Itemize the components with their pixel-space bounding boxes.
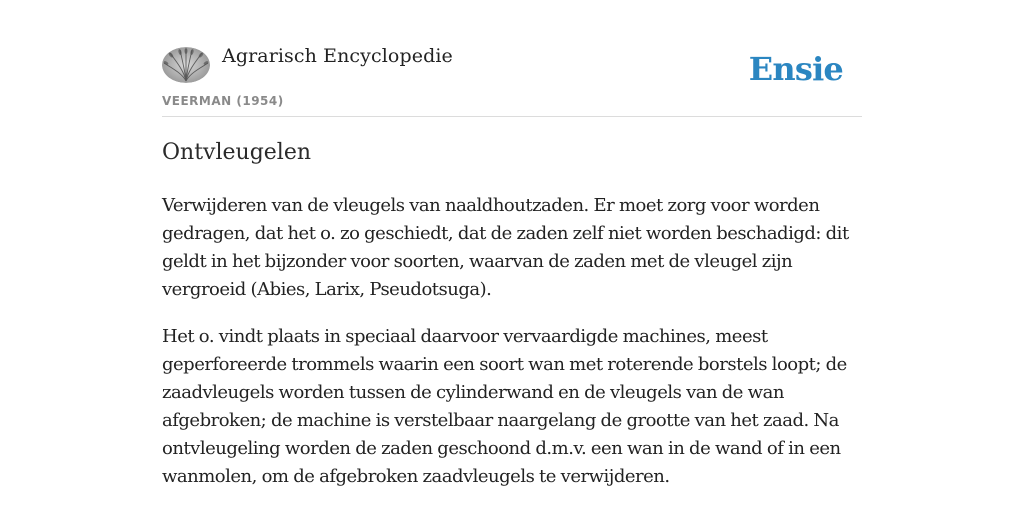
encyclopedia-title[interactable]: Agrarisch Encyclopedie <box>222 45 453 67</box>
article-paragraph: Het o. vindt plaats in speciaal daarvoor vervaardigde machines, meest geperforeerde trommels waarin een soort wan met roterende borstels loopt; de zaadvleugels worden tussen de cylinderwand en de vleugels van de wan afgebroken; de machine is verstelbaar naargelang de grootte van het zaad. Na ontvleugeling worden de zaden geschoond d.m.v. een wan in de wand of in een wanmolen, om de afgebroken zaadvleugels te verwijderen. <box>162 326 847 487</box>
wheat-sheaf-icon[interactable] <box>162 47 210 83</box>
article-paragraph: Verwijderen van de vleugels van naaldhoutzaden. Er moet zorg voor worden gedragen, dat het o. zo geschiedt, dat de zaden zelf niet worden beschadigd: dit geldt in het bijzonder voor soorten, waarvan de zaden met de vleugel zijn vergroeid (Abies, Larix, Pseudotsuga). <box>162 195 849 300</box>
page-header <box>162 0 862 117</box>
brand-logo[interactable]: Ensie <box>748 50 843 88</box>
article-title: Ontvleugelen <box>162 140 312 165</box>
author-source: VEERMAN (1954) <box>162 94 284 108</box>
article-page <box>162 0 862 487</box>
